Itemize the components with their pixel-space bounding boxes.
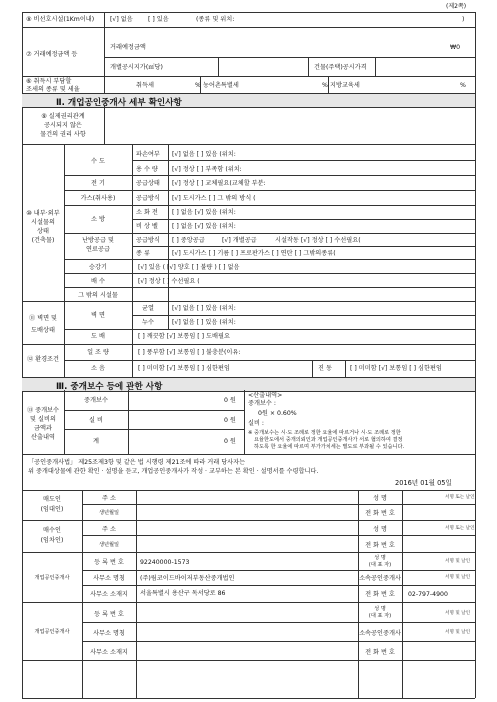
broker2-sign2: 서명 및 날인 — [445, 630, 471, 635]
cell-divider — [218, 57, 219, 76]
calc-note-line3: 하도록 한 요율에 따르며 부가가치세는 별도로 부과될 수 있습니다. — [254, 444, 405, 450]
cell-divider — [132, 144, 133, 301]
fee-value: 0 원 — [224, 397, 236, 404]
crack-value[interactable]: [√] 없음 [ ] 있음 (위치: — [172, 305, 236, 312]
fee-label: 중개보수 — [84, 397, 108, 404]
buyer-label-line2: (임차인) — [40, 537, 64, 544]
broker1-reg-value: 92240000-1573 — [140, 559, 190, 566]
buyer-label-line1: 매수인 — [43, 527, 61, 534]
row-divider — [22, 552, 475, 553]
elevator-label: 승강기 — [89, 264, 107, 271]
row-divider — [82, 570, 475, 571]
buyer-phone-label: 전 화 번 호 — [365, 542, 395, 549]
broker1-office-label: 사무소 명칭 — [93, 575, 125, 582]
cell-divider — [200, 76, 201, 93]
drain-value[interactable]: [√] 정상 [ ] 수선필요 ( — [138, 278, 200, 285]
gas-sub-label: 공급방식 — [136, 195, 160, 202]
row11-label-line2: 도배상태 — [31, 327, 55, 334]
row-divider — [22, 144, 475, 145]
cell-divider — [402, 490, 403, 698]
seller-label-line2: (임대인) — [40, 506, 64, 513]
row-divider — [64, 273, 475, 274]
row-divider — [132, 219, 475, 220]
page-number: (제2쪽) — [446, 3, 467, 10]
sun-value[interactable]: [ ] 풍부함 [√] 보통임 [ ] 불충분(이유: — [138, 349, 241, 356]
buyer-sign-label: 서명 또는 날인 — [445, 526, 475, 531]
row-divider — [64, 259, 475, 260]
total-label: 계 — [93, 438, 99, 445]
broker1-office-value: (주)림코이드바이저부동산중개법인 — [140, 575, 235, 582]
broker1-rep-line2: (대 표 자) — [368, 562, 392, 568]
row-divider — [22, 301, 475, 302]
row7-price-value: ₩0 — [450, 44, 461, 51]
seller-birth-label: 생년월일 — [98, 510, 120, 516]
elevator-value[interactable]: [√] 있음 ( [√] 양호 [ ] 불량 ) [ ] 없음 — [138, 264, 240, 271]
buyer-name-label: 성 명 — [373, 526, 387, 533]
paper-label: 도 배 — [91, 333, 105, 340]
calc-note-line1: ※ 중개보수는 시·도 조례로 정한 요율에 따르거나 시·도 조례로 정한 — [248, 430, 401, 436]
row-divider — [64, 233, 475, 234]
row6-acq-unit: % — [195, 82, 201, 89]
table-top-border — [22, 12, 475, 13]
broker1-phone-label: 전 화 번 호 — [365, 591, 395, 598]
row7-label: ⑦ 거래예정금액 등 — [26, 51, 78, 58]
calc-fee: 중개보수 : — [248, 400, 276, 407]
cost-label: 실 비 — [89, 417, 103, 424]
row8-label: ⑧ 비선호시설(1Km이내) — [26, 16, 95, 23]
row-divider — [64, 410, 244, 411]
row-divider — [64, 429, 244, 430]
fire-bell-label: 비 상 벨 — [136, 223, 158, 230]
cell-divider — [312, 360, 313, 377]
row-divider — [82, 504, 475, 505]
paper-value[interactable]: [ ] 깨끗함 [√] 보통임 [ ] 도배필요 — [138, 333, 230, 340]
row7-building-price-label: 건물(주택)공시가격 — [314, 64, 367, 71]
cell-divider — [132, 301, 133, 344]
wall-label: 벽 면 — [91, 312, 105, 319]
broker1-rep-line1: 성 명 — [374, 555, 386, 561]
broker2-rep-line1: 성 명 — [374, 606, 386, 612]
seller-sign-label: 서명 또는 날인 — [445, 495, 475, 500]
sun-label: 일 조 량 — [87, 349, 109, 356]
confirm-line1: 「공인중개사법」 제25조제3항 및 같은 법 시행령 제21조에 따라 거래 당사자는 — [28, 459, 246, 466]
vibration-label: 진 동 — [318, 365, 332, 372]
row6-farm-tax: 농어촌특별세 — [203, 82, 239, 89]
row10-label-line1: ⑩ 내부·외부 — [26, 210, 60, 217]
table-right-border — [475, 12, 476, 698]
broker1-location-value: 서울특별시 용산구 독서당로 86 — [140, 590, 226, 597]
heat-individual-checkbox[interactable]: [√] 개별공급 — [222, 237, 257, 244]
row13-label-line3: 금액과 — [34, 425, 52, 432]
cell-divider — [104, 106, 105, 144]
broker1-phone-value: 02-797-4900 — [408, 591, 448, 598]
broker1-sign1: 서명 및 날인 — [445, 559, 471, 564]
broker1-label: 개업공인중개사 — [34, 575, 70, 581]
cell-divider — [308, 57, 309, 76]
row9-line1: ⑨ 실제권리관계 — [41, 113, 85, 120]
cell-divider — [136, 490, 137, 698]
fire-hydrant-value[interactable]: [ ] 없음 [√] 있음 (위치: — [172, 209, 236, 216]
broker1-reg-label: 등 록 번 호 — [94, 559, 124, 566]
row6-label-line1: ⑥ 취득시 부담할 — [26, 78, 72, 85]
row9-line2: 공시되지 않은 — [44, 122, 82, 129]
noise-value[interactable]: [ ] 미미함 [√] 보통임 [ ] 심한편임 — [138, 365, 230, 372]
row-divider — [22, 660, 475, 661]
water-qty-value[interactable]: [√] 정상 [ ] 부족함 (위치: — [172, 166, 242, 173]
heat-type-value[interactable]: [√] 도시가스 [ ] 기름 [ ] 프로판가스 [ ] 연탄 [ ] 그밖의종류( — [172, 250, 336, 257]
noise-label: 소 음 — [91, 365, 105, 372]
row8-some-checkbox[interactable]: [ ] 있음 — [148, 16, 169, 23]
row-divider — [132, 246, 475, 247]
row-divider — [64, 360, 475, 361]
elec-sub-label: 공급상태 — [136, 180, 160, 187]
row-divider — [82, 535, 475, 536]
row13-label-line4: 산출내역 — [31, 434, 55, 441]
row13-label-line1: ⑬ 중개보수 — [26, 407, 60, 414]
leak-label: 누수 — [142, 319, 154, 326]
section3-title: Ⅲ. 중개보수 등에 관한 사항 — [56, 382, 163, 392]
confirm-line2: 위 중개대상물에 관한 확인 · 설명을 듣고, 개업공인중개사가 작성 · 교부하는 본 확인 · 설명서를 수령합니다. — [28, 468, 319, 475]
row9-line3: 물건의 권리 사항 — [40, 131, 86, 138]
elec-label: 전 기 — [91, 180, 105, 187]
section3-header — [22, 377, 475, 392]
row6-farm-unit: % — [322, 82, 328, 89]
fire-hydrant-label: 소 화 전 — [136, 209, 158, 216]
cell-divider — [328, 76, 329, 93]
cell-divider — [244, 390, 245, 454]
section1-label-divider — [104, 12, 105, 93]
row-divider — [22, 27, 475, 28]
leak-value[interactable]: [√] 없음 [ ] 있음 (위치: — [172, 319, 236, 326]
gas-value[interactable]: [√] 도시가스 [ ] 그 밖의 방식 ( — [172, 195, 256, 202]
broker2-rep-line2: (대 표 자) — [368, 613, 392, 619]
heat-label-line2: 연료공급 — [86, 246, 110, 253]
gas-label: 가스(취사용) — [80, 195, 116, 202]
broker2-assoc-label: 소속공인중개사 — [359, 630, 401, 637]
row-divider — [22, 490, 475, 491]
cell-divider — [128, 390, 129, 454]
cell-divider — [345, 360, 346, 377]
total-value: 0 원 — [224, 438, 236, 445]
seller-label-line1: 매도인 — [43, 496, 61, 503]
broker2-office-label: 사무소 명칭 — [93, 630, 125, 637]
row-divider — [104, 57, 475, 58]
row-divider — [22, 344, 475, 345]
row6-local-tax: 지방교육세 — [330, 82, 360, 89]
water-label: 수 도 — [91, 158, 105, 165]
water-break-label: 파손여부 — [136, 151, 160, 158]
row8-close: ) — [462, 16, 465, 23]
row13-label-line2: 및 실비의 — [30, 416, 56, 423]
vibration-value[interactable]: [ ] 미미함 [√] 보통임 [ ] 심한편임 — [350, 365, 442, 372]
calc-formula: 0원 × 0.60% — [258, 410, 297, 417]
row-divider — [82, 622, 475, 623]
row6-local-unit: % — [460, 82, 466, 89]
row-divider — [22, 454, 475, 455]
row-divider — [64, 205, 475, 206]
row7-land-price-label: 개별공시지가(㎡당) — [110, 64, 163, 71]
row-divider — [22, 520, 475, 521]
row12-label: ⑫ 환경조건 — [26, 356, 60, 363]
row-divider — [64, 175, 475, 176]
broker2-label: 개업공인중개사 — [34, 629, 70, 635]
row10-label-line2: 시설물의 — [31, 219, 55, 226]
row11-label-line1: ⑪ 벽면 및 — [28, 315, 58, 322]
broker1-location-label: 사무소 소재지 — [90, 591, 128, 598]
row-divider — [22, 76, 475, 77]
broker2-location-label: 사무소 소재지 — [90, 649, 128, 656]
buyer-birth-label: 생년월일 — [98, 542, 120, 548]
row10-label-line4: (건축물) — [31, 237, 55, 244]
row8-detail: (종류 및 위치: — [196, 16, 235, 23]
row-divider — [132, 160, 475, 161]
cost-value: 0 원 — [224, 417, 236, 424]
row-divider — [82, 585, 475, 586]
broker2-reg-label: 등 록 번 호 — [94, 611, 124, 618]
section2-header — [22, 93, 475, 108]
heat-central-checkbox[interactable]: [ ] 중앙공급 — [172, 237, 205, 244]
confirm-date: 2016년 01월 05일 — [395, 479, 452, 487]
row6-acq-tax: 취득세 — [136, 82, 154, 89]
calc-cost: 실비 : — [248, 420, 265, 427]
section2-title: Ⅱ. 개업공인중개사 세부 확인사항 — [56, 98, 182, 108]
drain-label: 배 수 — [91, 278, 105, 285]
heat-type-label: 종 류 — [136, 250, 150, 257]
heat-method-label: 공급방식 — [136, 237, 160, 244]
broker2-phone-label: 전 화 번 호 — [365, 649, 395, 656]
other-facility-label: 그 밖의 시설물 — [78, 292, 118, 299]
broker1-sign2: 서명 및 날인 — [445, 575, 471, 580]
row-divider — [82, 641, 475, 642]
heat-operation-value[interactable]: 시설작동 [√] 정상 [ ] 수선필요( — [275, 237, 361, 244]
fire-bell-value[interactable]: [ ] 없음 [√] 있음 (위치: — [172, 223, 236, 230]
row-divider — [64, 287, 475, 288]
broker1-assoc-label: 소속공인중개사 — [359, 575, 401, 582]
row-divider — [22, 602, 475, 603]
row7-price-label: 거래예정금액 — [110, 44, 146, 51]
elec-value[interactable]: [√] 정상 [ ] 교체필요(교체할 부분: — [172, 180, 266, 187]
calc-note-line2: 요율한도에서 중개의뢰인과 개업공인중개사가 서로 협의하여 결정 — [254, 437, 403, 443]
water-break-value[interactable]: [√] 없음 [ ] 있음 (위치: — [172, 151, 236, 158]
water-qty-label: 용 수 량 — [136, 166, 158, 173]
row8-none-checkbox[interactable]: [√] 없음 — [110, 16, 133, 23]
fire-label: 소 방 — [91, 216, 105, 223]
buyer-address-label: 주 소 — [102, 526, 116, 533]
row-divider — [132, 315, 475, 316]
seller-phone-label: 전 화 번 호 — [365, 510, 395, 517]
crack-label: 균열 — [142, 305, 154, 312]
seller-address-label: 주 소 — [102, 495, 116, 502]
row-divider — [64, 190, 475, 191]
row6-label-line2: 조세의 종류 및 세율 — [26, 86, 80, 93]
cell-divider — [375, 57, 376, 76]
row-divider — [64, 329, 475, 330]
table-bottom-border — [22, 698, 475, 699]
seller-name-label: 성 명 — [373, 495, 387, 502]
row10-label-line3: 상태 — [37, 228, 49, 235]
calc-title: <산출내역> — [248, 392, 283, 399]
heat-label-line1: 난방공급 및 — [82, 237, 114, 244]
broker2-sign1: 서명 및 날인 — [445, 611, 471, 616]
